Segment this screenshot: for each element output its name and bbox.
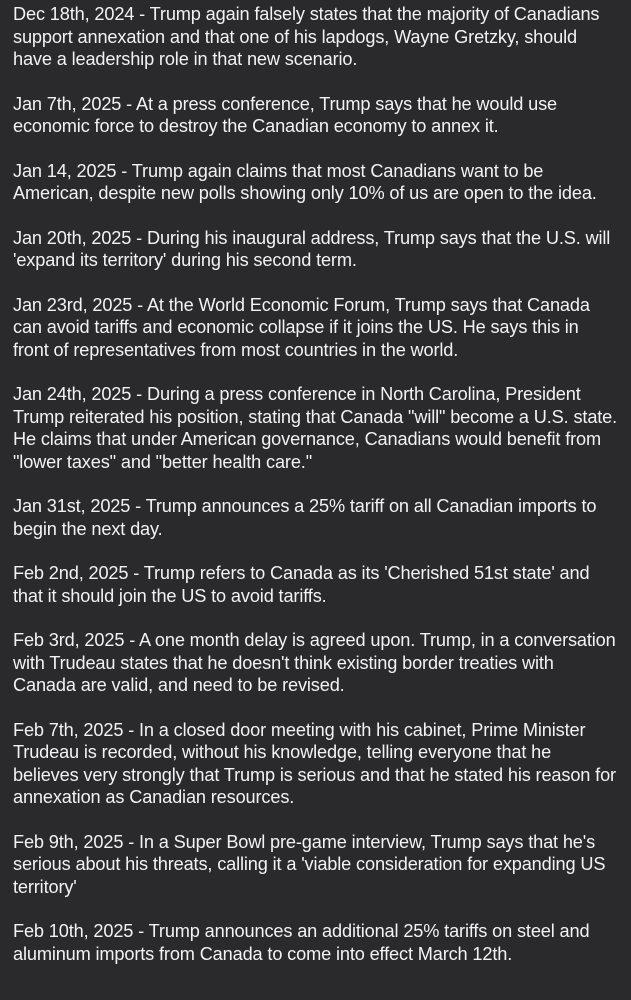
timeline-entry-feb-3: Feb 3rd, 2025 - A one month delay is agreed upon. Trump, in a conversation with Trudeau states that he doesn't think existing border treaties with Canada are valid, and need to be revised. bbox=[13, 630, 616, 695]
timeline-entry-jan-24: Jan 24th, 2025 - During a press conference in North Carolina, President Trump reiterated his position, stating that Canada "will" become a U.S. state. He claims that under American governance, Canadians would benefit from "lower taxes" and "better health care." bbox=[13, 384, 618, 472]
timeline-entry-feb-9: Feb 9th, 2025 - In a Super Bowl pre-game interview, Trump says that he's serious about his threats, calling it a 'viable consideration for expanding US territory' bbox=[13, 831, 606, 897]
timeline-entry-feb-7: Feb 7th, 2025 - In a closed door meeting with his cabinet, Prime Minister Trudeau is recorded, without his knowledge, telling everyone that he believes very strongly that Trump is serious and that he stated his reason for annexation as Canadian resources. bbox=[13, 719, 616, 807]
timeline-entry-jan-31: Jan 31st, 2025 - Trump announces a 25% tariff on all Canadian imports to begin the next day. bbox=[13, 496, 597, 539]
timeline-entry-jan-20: Jan 20th, 2025 - During his inaugural address, Trump says that the U.S. will 'expand its territory' during his second term. bbox=[13, 227, 611, 270]
timeline-entry-feb-2: Feb 2nd, 2025 - Trump refers to Canada as its 'Cherished 51st state' and that it should join the US to avoid tariffs. bbox=[13, 563, 590, 606]
timeline-entry-jan-7: Jan 7th, 2025 - At a press conference, Trump says that he would use economic force to destroy the Canadian economy to annex it. bbox=[13, 93, 557, 136]
timeline-entry-jan-23: Jan 23rd, 2025 - At the World Economic Forum, Trump says that Canada can avoid tariffs and economic collapse if it joins the US. He says this in front of representatives from most countries in the world. bbox=[13, 294, 590, 360]
timeline-entry-dec-18: Dec 18th, 2024 - Trump again falsely states that the majority of Canadians support annexation and that one of his lapdogs, Wayne Gretzky, should have a leadership role in that new scenario. bbox=[13, 4, 600, 69]
timeline-entry-feb-10: Feb 10th, 2025 - Trump announces an additional 25% tariffs on steel and aluminum imports from Canada to come into effect March 12th. bbox=[13, 921, 590, 964]
timeline-entry-jan-14: Jan 14, 2025 - Trump again claims that most Canadians want to be American, despite new polls showing only 10% of us are open to the idea. bbox=[13, 160, 597, 203]
